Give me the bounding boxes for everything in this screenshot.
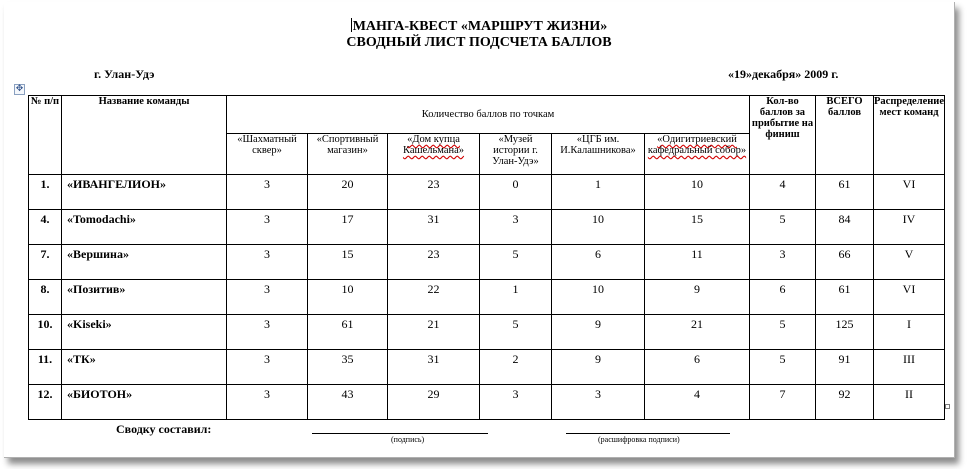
row-point-cell: 23 <box>388 175 480 210</box>
table-row <box>29 175 945 210</box>
row-point-cell: 15 <box>645 210 750 245</box>
row-point-cell: 3 <box>227 280 308 315</box>
row-point-cell: 21 <box>645 315 750 350</box>
row-point-cell: 5 <box>480 315 552 350</box>
table-row <box>29 245 945 280</box>
row-point-cell: 1 <box>552 175 645 210</box>
header-point-4: «Музей истории г. Улан-Удэ» <box>480 134 552 175</box>
row-point-cell: 23 <box>388 245 480 280</box>
row-point-cell: 10 <box>308 280 388 315</box>
row-point-cell: 6 <box>552 245 645 280</box>
row-total-cell: 84 <box>816 210 874 245</box>
row-num-cell: 8. <box>29 280 62 315</box>
text-cursor <box>351 18 352 32</box>
row-point-cell: 22 <box>388 280 480 315</box>
row-team-cell: «БИОТОН» <box>62 385 227 420</box>
row-place-cell: III <box>874 350 945 385</box>
row-point-cell: 31 <box>388 210 480 245</box>
document-title-line-2: СВОДНЫЙ ЛИСТ ПОДСЧЕТА БАЛЛОВ <box>346 35 612 50</box>
header-point-5: «ЦГБ им. И.Калашникова» <box>552 134 645 175</box>
row-point-cell: 29 <box>388 385 480 420</box>
header-point-3-text: «Дом купца Кашельмана» <box>402 134 465 156</box>
header-point-3 <box>388 134 480 175</box>
row-point-cell: 0 <box>480 175 552 210</box>
row-point-cell: 11 <box>645 245 750 280</box>
row-total-cell: 66 <box>816 245 874 280</box>
row-team-cell: «ТК» <box>62 350 227 385</box>
row-point-cell: 6 <box>645 350 750 385</box>
header-arrival: Кол-во баллов за прибытие на финиш <box>750 96 816 175</box>
row-point-cell: 3 <box>227 245 308 280</box>
row-point-cell: 31 <box>388 350 480 385</box>
row-arrival-cell: 3 <box>750 245 816 280</box>
signature-hint: (подпись) <box>391 435 425 444</box>
row-point-cell: 3 <box>227 385 308 420</box>
row-point-cell: 10 <box>552 210 645 245</box>
table-body <box>29 175 945 420</box>
row-num-cell: 1. <box>29 175 62 210</box>
row-point-cell: 3 <box>227 350 308 385</box>
row-num-cell: 11. <box>29 350 62 385</box>
row-point-cell: 61 <box>308 315 388 350</box>
row-arrival-cell: 5 <box>750 210 816 245</box>
row-arrival-cell: 6 <box>750 280 816 315</box>
scores-table <box>28 95 945 420</box>
row-point-cell: 21 <box>388 315 480 350</box>
header-point-6 <box>645 134 750 175</box>
table-row <box>29 350 945 385</box>
row-place-cell: VI <box>874 280 945 315</box>
row-total-cell: 92 <box>816 385 874 420</box>
row-arrival-cell: 4 <box>750 175 816 210</box>
row-arrival-cell: 7 <box>750 385 816 420</box>
row-point-cell: 2 <box>480 350 552 385</box>
table-move-handle-icon[interactable]: ✥ <box>15 84 24 94</box>
row-point-cell: 35 <box>308 350 388 385</box>
document-page <box>4 2 955 458</box>
row-total-cell: 61 <box>816 280 874 315</box>
row-point-cell: 1 <box>480 280 552 315</box>
row-team-cell: «Tomodachi» <box>62 210 227 245</box>
row-team-cell: «Kiseki» <box>62 315 227 350</box>
header-point-1: «Шахматный сквер» <box>227 134 308 175</box>
row-total-cell: 61 <box>816 175 874 210</box>
row-num-cell: 12. <box>29 385 62 420</box>
row-point-cell: 3 <box>227 210 308 245</box>
decode-line <box>566 433 730 434</box>
date-label: «19»декабря» 2009 г. <box>728 67 839 81</box>
table-row <box>29 315 945 350</box>
table-row <box>29 280 945 315</box>
row-total-cell: 125 <box>816 315 874 350</box>
row-place-cell: V <box>874 245 945 280</box>
row-point-cell: 15 <box>308 245 388 280</box>
row-total-cell: 91 <box>816 350 874 385</box>
row-place-cell: II <box>874 385 945 420</box>
header-num: № п/п <box>29 96 62 175</box>
title-line-1-text: МАНГА-КВЕСТ «МАРШРУТ ЖИЗНИ» <box>352 19 608 34</box>
row-point-cell: 5 <box>480 245 552 280</box>
header-total: ВСЕГО баллов <box>816 96 874 175</box>
compiled-by-label: Сводку составил: <box>116 422 212 436</box>
document-title-line-1 <box>4 18 954 35</box>
row-point-cell: 10 <box>645 175 750 210</box>
row-point-cell: 3 <box>480 210 552 245</box>
row-point-cell: 20 <box>308 175 388 210</box>
header-team: Название команды <box>62 96 227 175</box>
row-place-cell: IV <box>874 210 945 245</box>
row-arrival-cell: 5 <box>750 350 816 385</box>
row-team-cell: «Позитив» <box>62 280 227 315</box>
row-num-cell: 4. <box>29 210 62 245</box>
header-place: Распределение мест команд <box>874 96 945 175</box>
row-point-cell: 9 <box>645 280 750 315</box>
row-place-cell: VI <box>874 175 945 210</box>
header-points-group: Количество баллов по точкам <box>227 96 750 134</box>
signature-line <box>312 433 488 434</box>
table-row <box>29 385 945 420</box>
table-resize-handle[interactable] <box>945 404 950 409</box>
row-point-cell: 4 <box>645 385 750 420</box>
row-point-cell: 3 <box>227 315 308 350</box>
decode-hint: (расшифровка подписи) <box>598 435 680 444</box>
row-num-cell: 10. <box>29 315 62 350</box>
row-point-cell: 17 <box>308 210 388 245</box>
row-point-cell: 10 <box>552 280 645 315</box>
row-point-cell: 9 <box>552 315 645 350</box>
row-point-cell: 9 <box>552 350 645 385</box>
row-arrival-cell: 5 <box>750 315 816 350</box>
row-point-cell: 3 <box>227 175 308 210</box>
row-point-cell: 43 <box>308 385 388 420</box>
row-team-cell: «ИВАНГЕЛИОН» <box>62 175 227 210</box>
city-label: г. Улан-Удэ <box>94 67 155 81</box>
table-row <box>29 210 945 245</box>
row-point-cell: 3 <box>552 385 645 420</box>
row-point-cell: 3 <box>480 385 552 420</box>
header-point-2: «Спортивный магазин» <box>308 134 388 175</box>
row-num-cell: 7. <box>29 245 62 280</box>
header-point-6-text: «Одигитриевский кафедральный собор» <box>647 134 747 156</box>
row-place-cell: I <box>874 315 945 350</box>
row-team-cell: «Вершина» <box>62 245 227 280</box>
